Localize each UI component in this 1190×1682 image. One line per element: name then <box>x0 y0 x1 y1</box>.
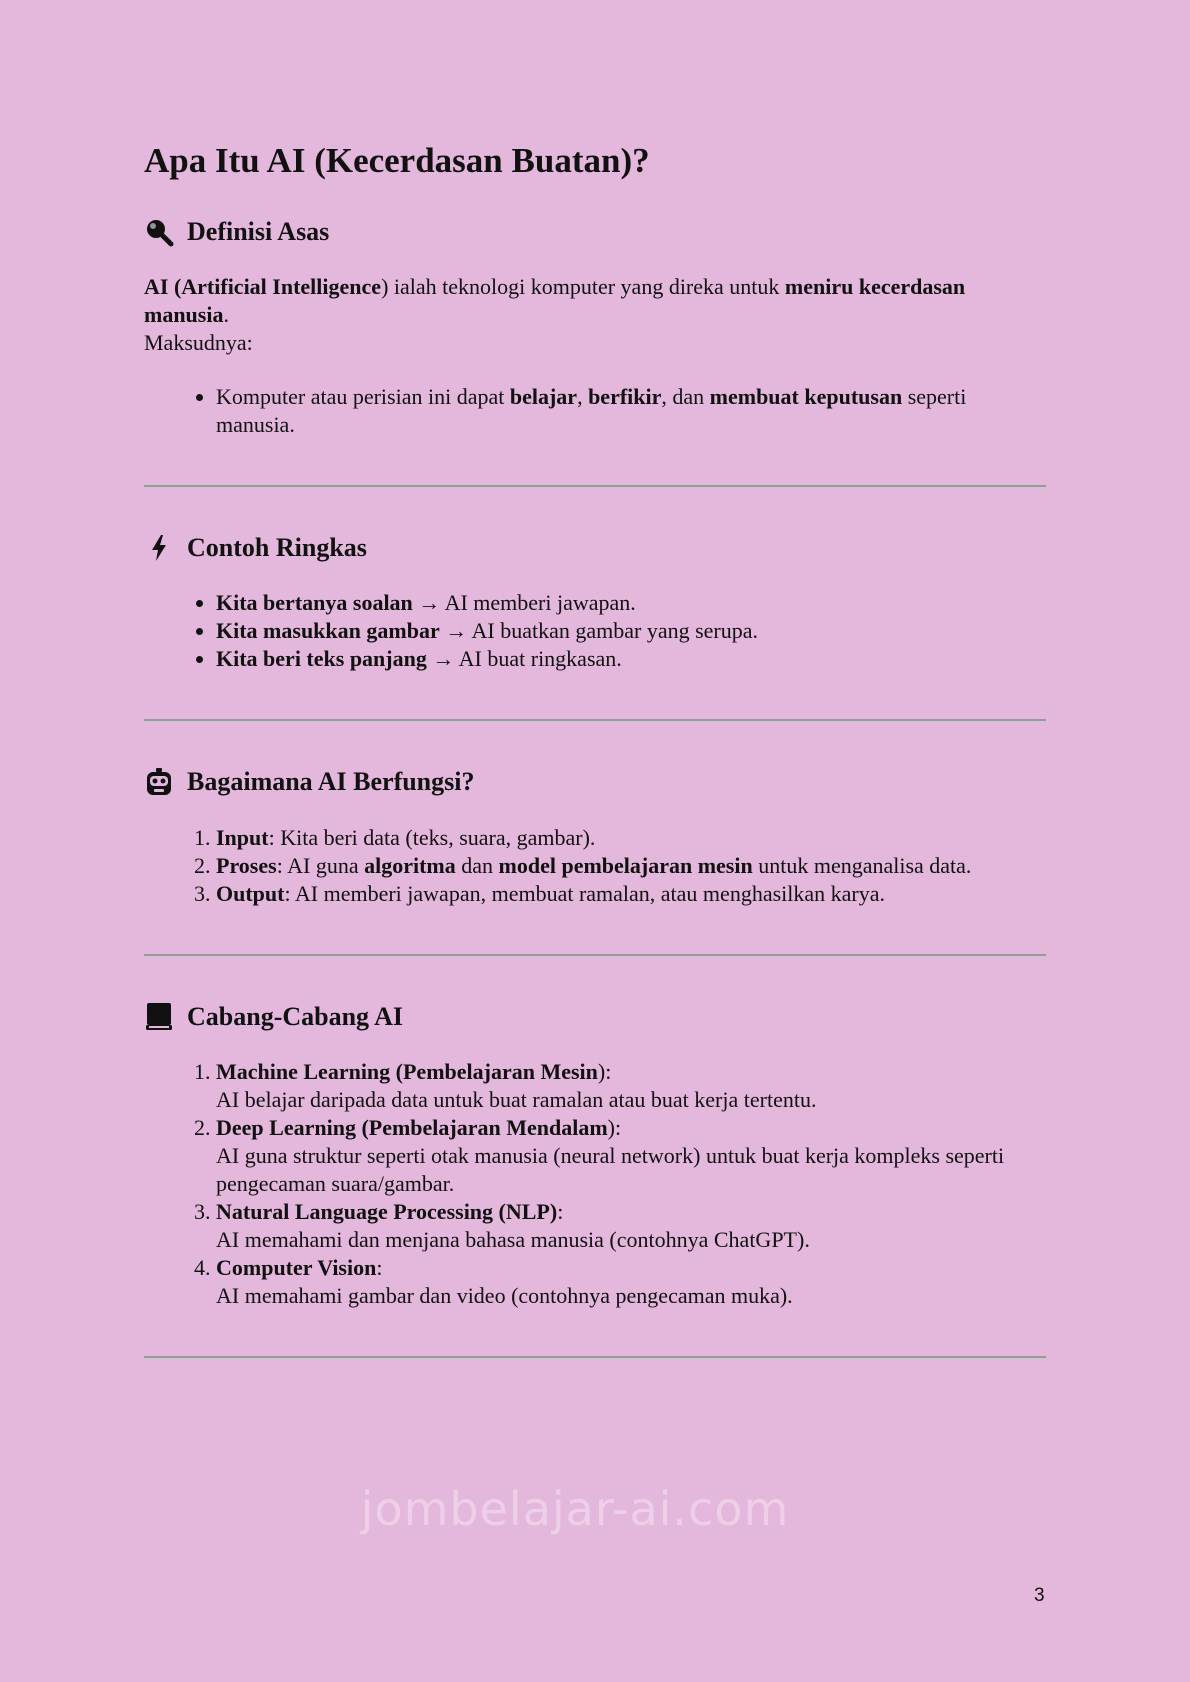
book-icon <box>144 1001 174 1031</box>
bold-text: Kita beri teks panjang <box>216 646 427 672</box>
text-run: : AI memberi jawapan, membuat ramalan, atau menghasilkan karya. <box>284 880 885 906</box>
branch-description: AI belajar daripada data untuk buat ramalan atau buat kerja tertentu. <box>216 1086 817 1112</box>
bold-text: AI (Artificial Intelligence <box>144 274 382 300</box>
bold-text: Output <box>216 880 285 906</box>
text-run: seperti manusia. <box>216 384 967 438</box>
example-list <box>144 589 1046 673</box>
bold-text: belajar <box>509 384 578 410</box>
branch-title-suffix: : <box>557 1198 564 1224</box>
text-run: → AI buat ringkasan. <box>426 646 622 672</box>
bold-text: Kita bertanya soalan <box>216 590 413 616</box>
text-run: , dan <box>661 384 710 410</box>
definition-list <box>144 383 1046 439</box>
branch-title: Natural Language Processing (NLP) <box>216 1198 558 1224</box>
branch-title-suffix: : <box>376 1254 383 1280</box>
branch-description: AI memahami dan menjana bahasa manusia (contohnya ChatGPT). <box>216 1226 810 1252</box>
section-heading-definisi <box>144 216 1046 247</box>
text-run: : AI guna <box>276 852 365 878</box>
section-heading-label: Bagaimana AI Berfungsi? <box>187 767 475 797</box>
branch-title: Deep Learning (Pembelajaran Mendalam <box>216 1114 608 1140</box>
definition-paragraph <box>144 273 1046 329</box>
branch-title-suffix: ): <box>607 1114 622 1140</box>
definition-intro: Maksudnya: <box>144 330 253 356</box>
text-run: → AI memberi jawapan. <box>412 590 636 616</box>
bold-text: membuat keputusan <box>709 384 903 410</box>
section-heading-label: Definisi Asas <box>187 217 330 246</box>
magnifier-icon <box>144 217 174 247</box>
text-run: ) ialah teknologi komputer yang direka untuk <box>381 274 785 300</box>
robot-icon <box>144 767 174 797</box>
list-item <box>216 1114 1046 1198</box>
branch-title-suffix: ): <box>597 1058 612 1084</box>
section-heading-contoh <box>144 532 1046 563</box>
text-run: , <box>577 384 589 410</box>
text-run: untuk menganalisa data. <box>752 852 972 878</box>
list-item <box>216 645 1046 673</box>
bold-text: model pembelajaran mesin <box>498 852 753 878</box>
list-item <box>216 589 1046 617</box>
branch-description: AI guna struktur seperti otak manusia (neural network) untuk buat kerja kompleks seperti pengecaman suara/gambar. <box>216 1142 1005 1196</box>
document-page <box>144 140 1046 1403</box>
list-item <box>216 1058 1046 1114</box>
section-divider <box>144 1356 1046 1359</box>
list-item <box>216 1254 1046 1310</box>
list-item <box>216 852 1046 880</box>
lightning-icon <box>144 533 174 563</box>
branch-description: AI memahami gambar dan video (contohnya pengecaman muka). <box>216 1282 793 1308</box>
section-divider <box>144 954 1046 957</box>
section-heading-label: Contoh Ringkas <box>187 533 367 563</box>
list-item <box>216 383 1046 439</box>
bold-text: meniru kecerdasan manusia <box>144 274 966 328</box>
bold-text: Kita masukkan gambar <box>216 618 440 644</box>
section-heading-fungsi <box>144 766 1046 797</box>
branch-list <box>144 1058 1046 1310</box>
list-item <box>216 617 1046 645</box>
section-heading-cabang <box>144 1001 1046 1032</box>
watermark: jombelajar-ai.com <box>360 1482 790 1536</box>
bold-text: Input <box>216 824 269 850</box>
text-run: . <box>223 302 229 328</box>
list-item <box>216 824 1046 852</box>
text-run: : Kita beri data (teks, suara, gambar). <box>268 824 596 850</box>
branch-title: Computer Vision <box>216 1254 377 1280</box>
page-number: 3 <box>1034 1585 1045 1606</box>
section-divider <box>144 719 1046 722</box>
list-item <box>216 1198 1046 1254</box>
text-run: dan <box>455 852 499 878</box>
process-list <box>144 824 1046 908</box>
bold-text: berfikir <box>588 384 662 410</box>
text-run: Komputer atau perisian ini dapat <box>216 384 510 410</box>
branch-title: Machine Learning (Pembelajaran Mesin <box>216 1058 598 1084</box>
bold-text: algoritma <box>364 852 456 878</box>
text-run: → AI buatkan gambar yang serupa. <box>439 618 759 644</box>
section-heading-label: Cabang-Cabang AI <box>187 1001 404 1031</box>
page-title: Apa Itu AI (Kecerdasan Buatan)? <box>144 141 650 180</box>
section-divider <box>144 485 1046 488</box>
list-item <box>216 880 1046 908</box>
bold-text: Proses <box>216 852 277 878</box>
